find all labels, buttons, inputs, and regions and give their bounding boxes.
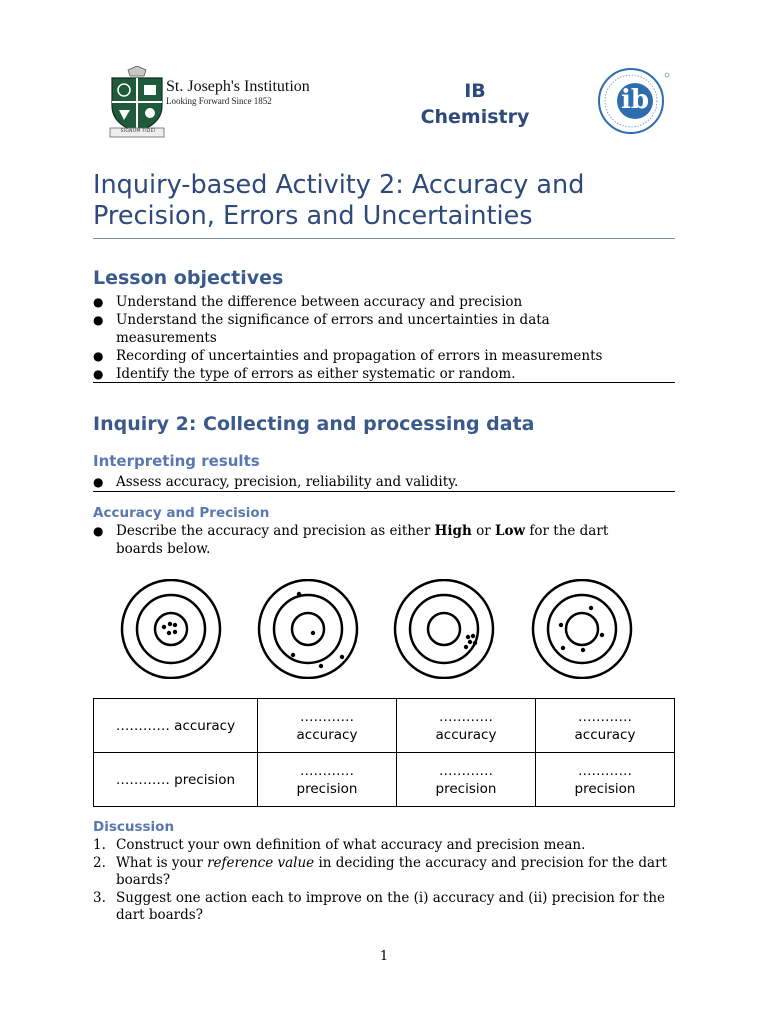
list-item bbox=[93, 837, 673, 855]
objectives-heading: Lesson objectives bbox=[93, 267, 284, 289]
list-item: ● Recording of uncertainties and propagation of errors in measurements bbox=[93, 347, 653, 365]
title-divider bbox=[93, 238, 675, 239]
question-suffix: in deciding the accuracy and precision for the dart boards? bbox=[116, 854, 667, 888]
accuracy-cell-2[interactable] bbox=[258, 699, 397, 753]
cell-label: precision bbox=[435, 780, 497, 797]
interpreting-divider bbox=[93, 491, 675, 492]
list-item: ● Identify the type of errors as either systematic or random. bbox=[93, 365, 653, 383]
dartboard-4 bbox=[533, 580, 631, 678]
dartboard-2 bbox=[259, 580, 357, 678]
list-item: ● Assess accuracy, precision, reliability and validity. bbox=[93, 473, 653, 491]
school-logo bbox=[100, 64, 345, 142]
cell-text: ………… precision bbox=[115, 771, 236, 788]
item-number: 1. bbox=[93, 837, 106, 853]
or-text: or bbox=[471, 523, 495, 539]
cell-blank: ………… bbox=[439, 708, 493, 725]
item-number: 2. bbox=[93, 854, 106, 871]
precision-cell-2[interactable] bbox=[258, 753, 397, 807]
school-name: St. Joseph's Institution bbox=[166, 78, 310, 95]
school-tagline: Looking Forward Since 1852 bbox=[166, 96, 272, 106]
discussion-heading: Discussion bbox=[93, 819, 175, 835]
question-text: Suggest one action each to improve on the (i) accuracy and (ii) precision for the dart boards? bbox=[116, 889, 666, 923]
accuracy-cell-1[interactable] bbox=[94, 699, 258, 753]
table-row bbox=[94, 699, 675, 753]
cell-blank: ………… bbox=[439, 762, 493, 779]
interpreting-heading: Interpreting results bbox=[93, 452, 260, 470]
cell-label: precision bbox=[574, 780, 636, 797]
cell-blank: ………… bbox=[300, 762, 354, 779]
cell-blank: ………… bbox=[578, 708, 632, 725]
precision-cell-1[interactable] bbox=[94, 753, 258, 807]
cell-blank: ………… bbox=[578, 762, 632, 779]
instruction-suffix: for the dart boards below. bbox=[116, 523, 609, 557]
cell-label: precision bbox=[296, 780, 358, 797]
low-label: Low bbox=[494, 523, 526, 539]
page-title: Inquiry-based Activity 2: Accuracy and Precision, Errors and Uncertainties bbox=[93, 170, 585, 231]
list-item bbox=[93, 522, 653, 558]
crest-motto: SIGNUM FIDEI bbox=[120, 129, 156, 134]
cell-label: accuracy bbox=[296, 726, 358, 743]
dartboards bbox=[93, 579, 675, 679]
precision-cell-3[interactable] bbox=[397, 753, 536, 807]
question-text: Construct your own definition of what accuracy and precision mean. bbox=[116, 837, 586, 853]
list-item bbox=[93, 855, 673, 890]
item-number: 3. bbox=[93, 889, 106, 906]
dartboard-1 bbox=[122, 580, 220, 678]
cell-blank: ………… bbox=[300, 708, 354, 725]
discussion-list bbox=[93, 837, 673, 925]
cell-label: accuracy bbox=[574, 726, 636, 743]
list-item: ● Understand the significance of errors and uncertainties in data measurements bbox=[93, 311, 653, 347]
objectives-divider bbox=[93, 382, 675, 383]
inquiry-heading: Inquiry 2: Collecting and processing data bbox=[93, 413, 535, 435]
cell-text: ………… accuracy bbox=[115, 717, 236, 734]
list-item: ● Understand the difference between accuracy and precision bbox=[93, 293, 653, 311]
accuracy-precision-list bbox=[93, 522, 653, 558]
instruction-prefix: Describe the accuracy and precision as either bbox=[116, 523, 435, 539]
accuracy-cell-3[interactable] bbox=[397, 699, 536, 753]
precision-cell-4[interactable] bbox=[536, 753, 675, 807]
darts-2 bbox=[291, 592, 344, 668]
cell-label: accuracy bbox=[435, 726, 497, 743]
table-row bbox=[94, 753, 675, 807]
answer-table bbox=[93, 698, 675, 807]
interpreting-list bbox=[93, 473, 653, 491]
ib-logo-text: ib bbox=[620, 85, 650, 115]
darts-1 bbox=[162, 622, 177, 635]
accuracy-cell-4[interactable] bbox=[536, 699, 675, 753]
dartboard-3 bbox=[395, 580, 493, 678]
program-label: IB bbox=[464, 80, 486, 102]
ib-logo bbox=[595, 67, 671, 137]
question-emphasis: reference value bbox=[207, 854, 315, 871]
question-prefix: What is your bbox=[116, 854, 208, 871]
accuracy-precision-heading: Accuracy and Precision bbox=[93, 505, 270, 521]
objectives-list bbox=[93, 293, 653, 383]
high-label: High bbox=[434, 523, 472, 539]
page-number: 1 bbox=[379, 949, 389, 964]
darts-3 bbox=[464, 634, 477, 649]
subject-label: Chemistry bbox=[420, 106, 530, 128]
list-item bbox=[93, 890, 673, 925]
